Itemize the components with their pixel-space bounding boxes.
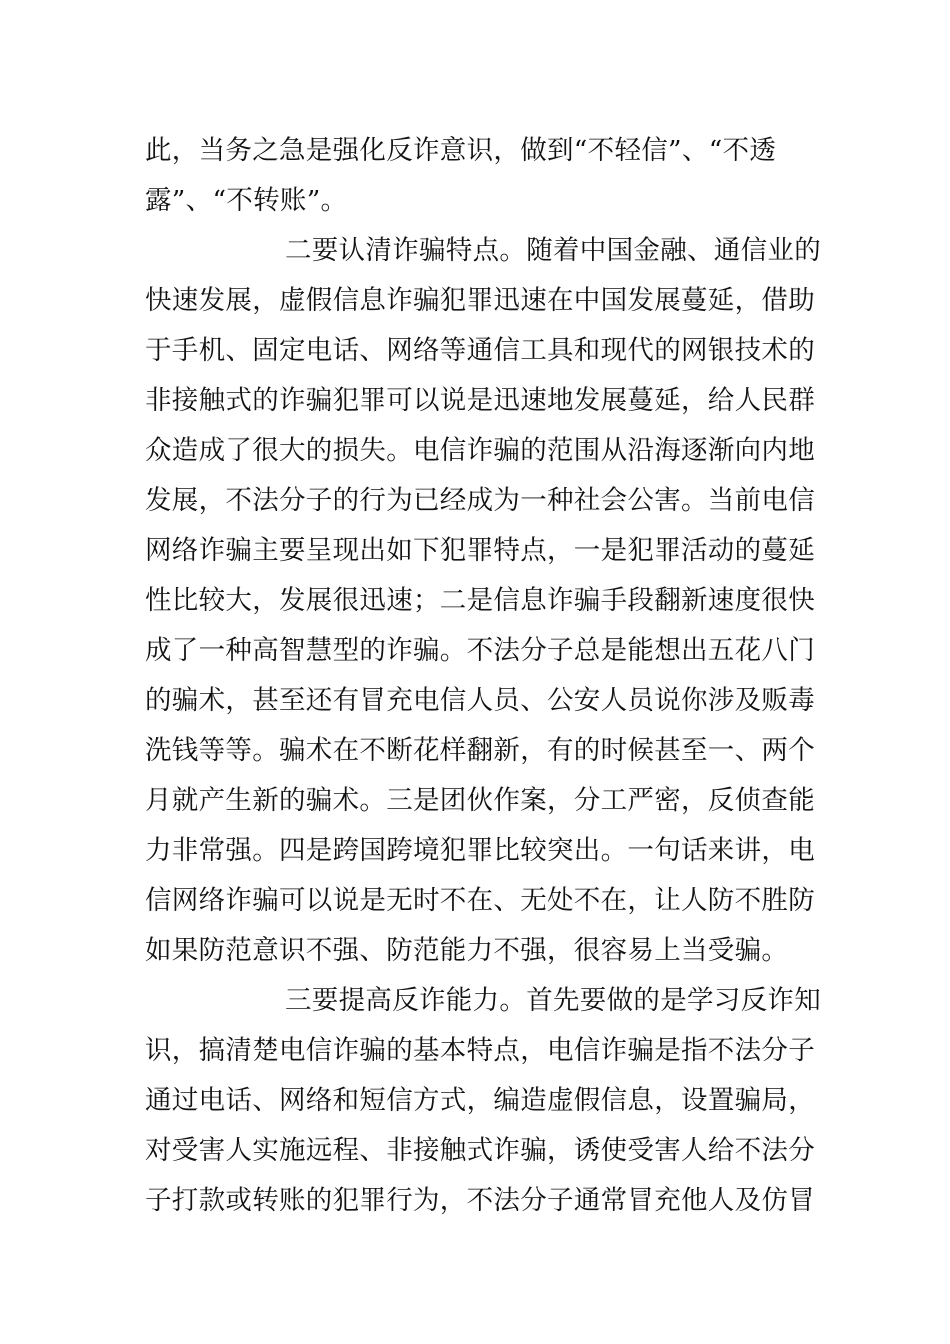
- text-line: 子打款或转账的犯罪行为，不法分子通常冒充他人及仿冒: [145, 1185, 815, 1216]
- text-line: 识，搞清楚电信诈骗的基本特点，电信诈骗是指不法分子: [145, 1035, 815, 1066]
- text-line: 快速发展，虚假信息诈骗犯罪迅速在中国发展蔓延，借助: [145, 285, 815, 316]
- text-line: 通过电话、网络和短信方式，编造虚假信息，设置骗局，: [145, 1085, 815, 1116]
- text-line: 非接触式的诈骗犯罪可以说是迅速地发展蔓延，给人民群: [145, 385, 815, 416]
- text-line: 此，当务之急是强化反诈意识，做到“不轻信”、“不透: [145, 135, 777, 166]
- paragraph-3-first-line: 三要提高反诈能力。首先要做的是学习反诈知: [285, 985, 821, 1016]
- text-line: 如果防范意识不强、防范能力不强，很容易上当受骗。: [145, 935, 789, 966]
- paragraph-2-first-line: 二要认清诈骗特点。随着中国金融、通信业的: [285, 235, 821, 266]
- text-line: 的骗术，甚至还有冒充电信人员、公安人员说你涉及贩毒: [145, 685, 815, 716]
- text-line: 性比较大，发展很迅速；二是信息诈骗手段翻新速度很快: [145, 585, 815, 616]
- text-line: 成了一种高智慧型的诈骗。不法分子总是能想出五花八门: [145, 635, 815, 666]
- text-line: 对受害人实施远程、非接触式诈骗，诱使受害人给不法分: [145, 1135, 815, 1166]
- text-line: 于手机、固定电话、网络等通信工具和现代的网银技术的: [145, 335, 815, 366]
- text-line: 洗钱等等。骗术在不断花样翻新，有的时候甚至一、两个: [145, 735, 815, 766]
- text-line: 发展，不法分子的行为已经成为一种社会公害。当前电信: [145, 485, 815, 516]
- text-line: 露”、“不转账”。: [145, 185, 348, 216]
- text-line: 信网络诈骗可以说是无时不在、无处不在，让人防不胜防: [145, 885, 815, 916]
- text-line: 众造成了很大的损失。电信诈骗的范围从沿海逐渐向内地: [145, 435, 815, 466]
- text-line: 月就产生新的骗术。三是团伙作案，分工严密，反侦查能: [145, 785, 815, 816]
- text-line: 网络诈骗主要呈现出如下犯罪特点，一是犯罪活动的蔓延: [145, 535, 815, 566]
- text-line: 力非常强。四是跨国跨境犯罪比较突出。一句话来讲，电: [145, 835, 815, 866]
